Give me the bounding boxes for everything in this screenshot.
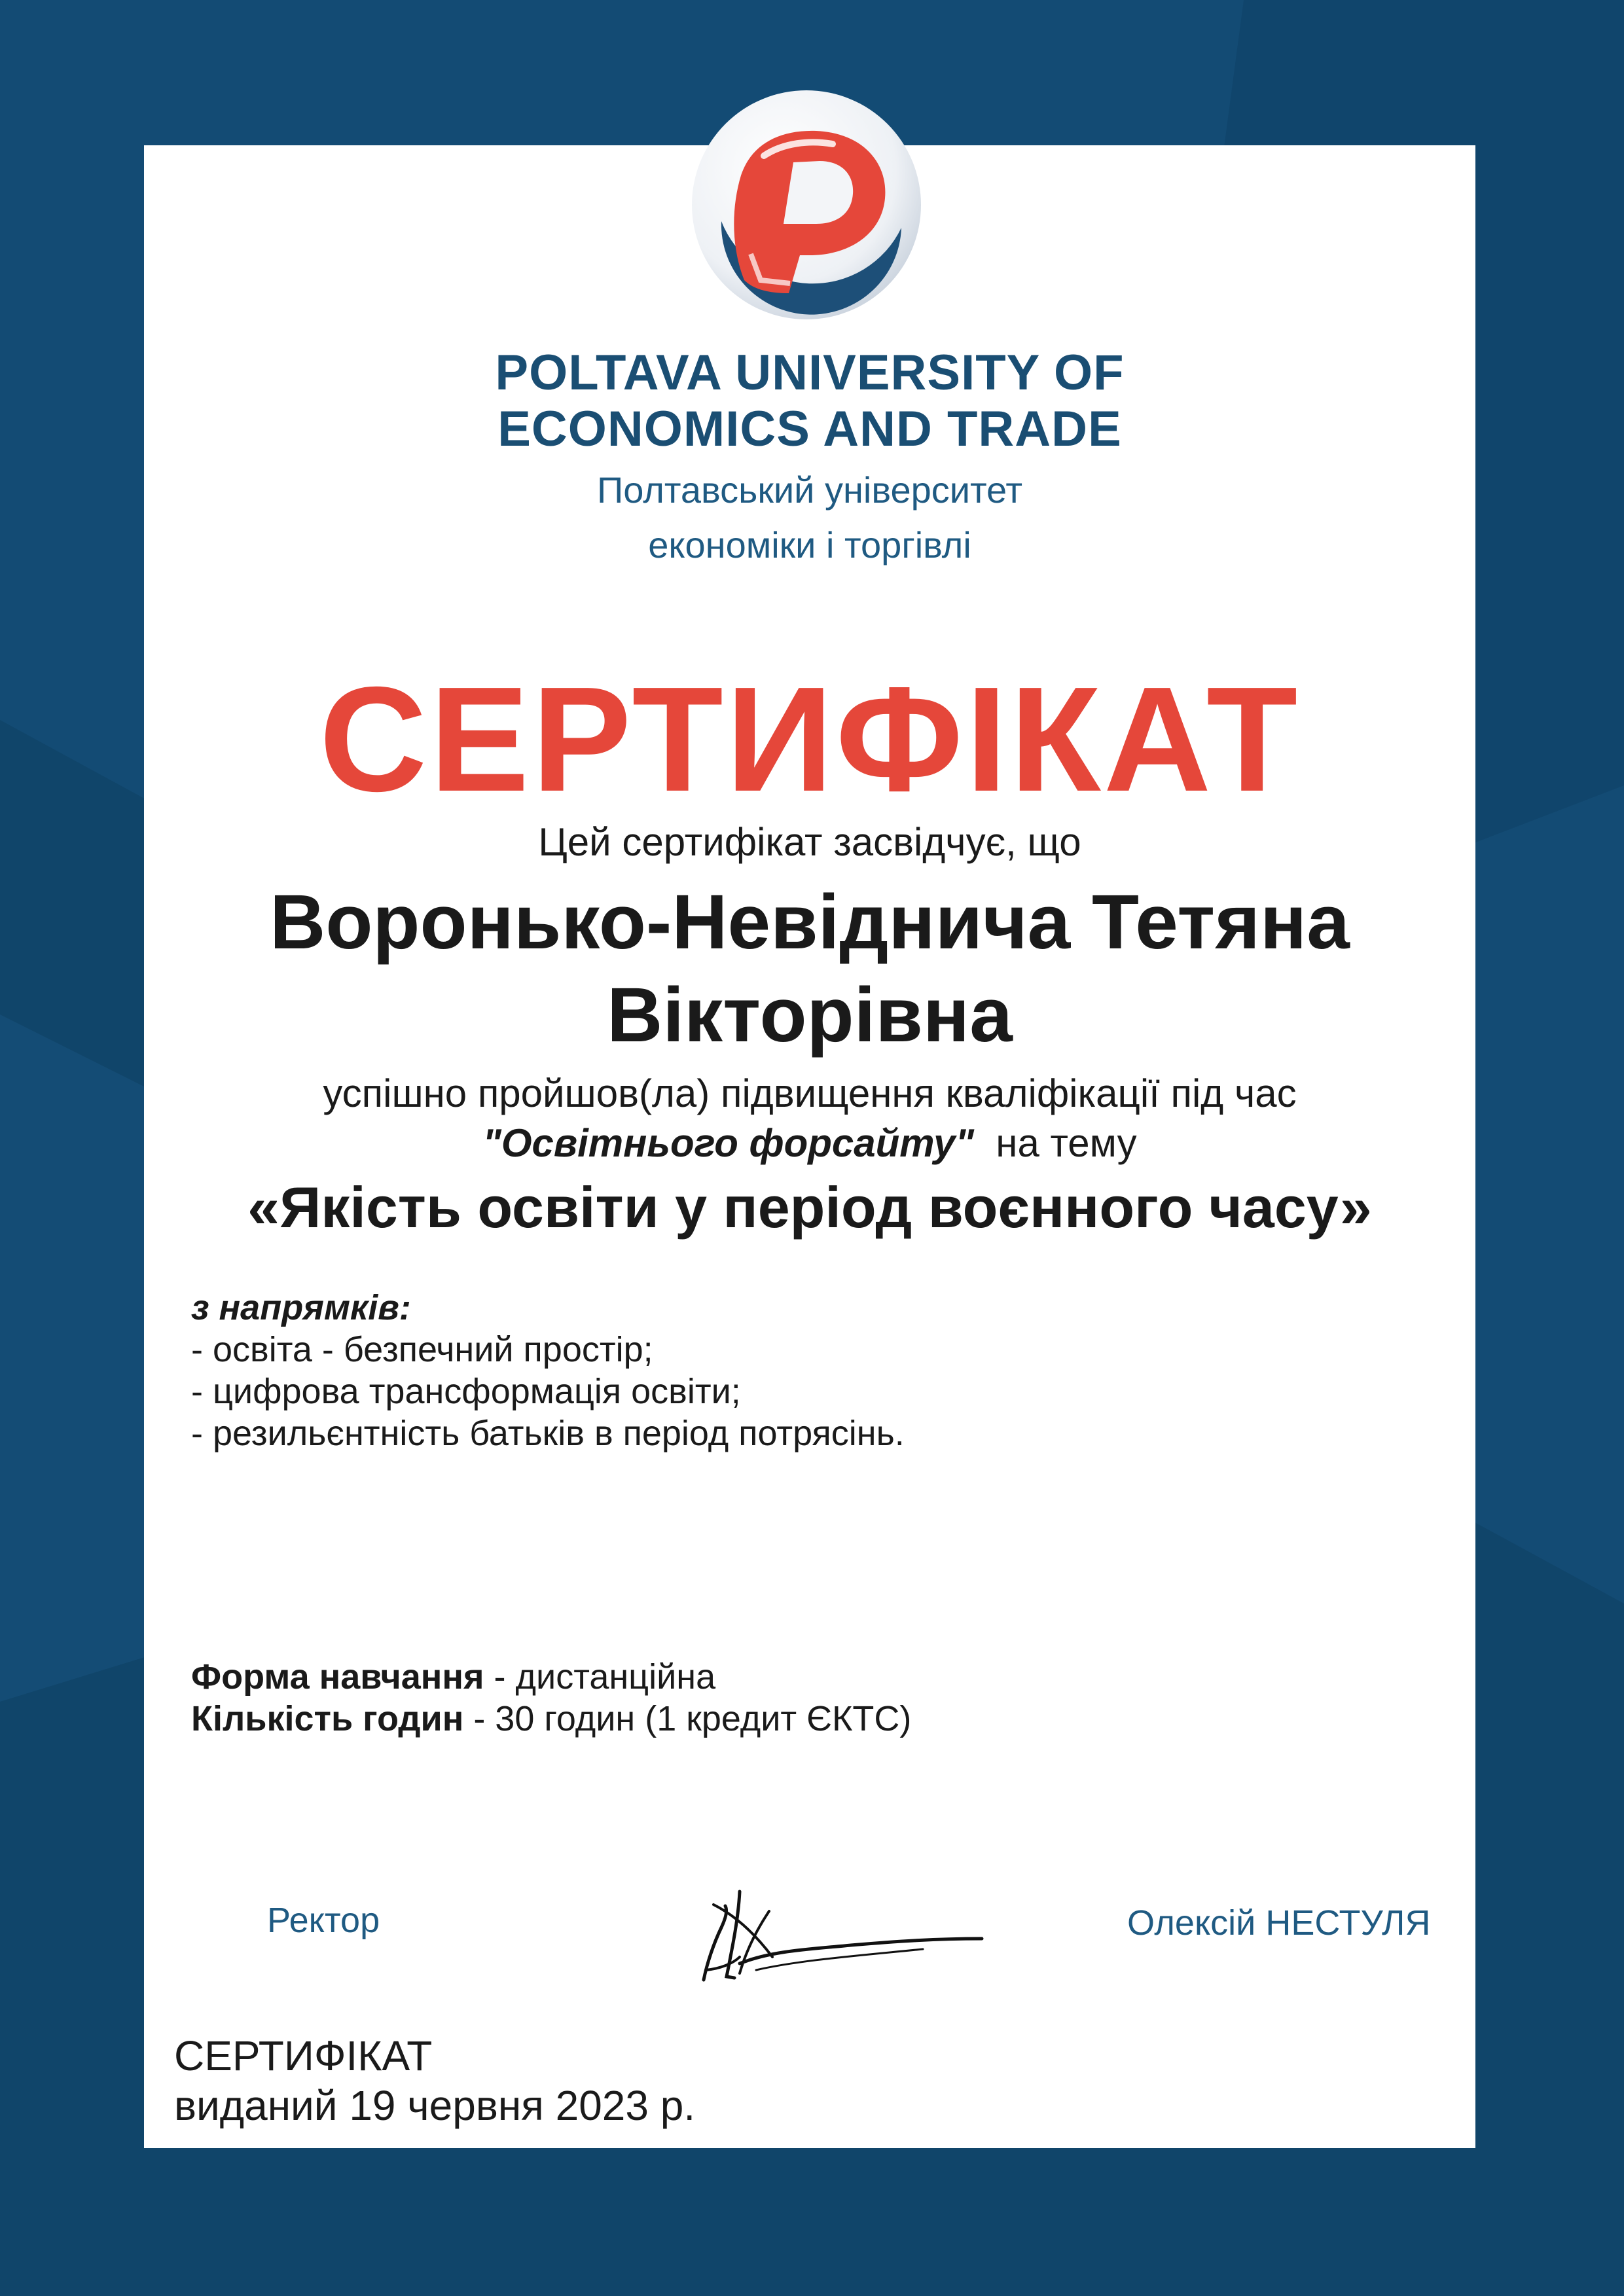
- hours-value: - 30 годин (1 кредит ЄКТС): [463, 1699, 912, 1738]
- study-form-label: Форма навчання: [191, 1657, 484, 1696]
- university-name-en-line1: POLTAVA UNIVERSITY OF: [495, 345, 1125, 401]
- study-form-line: [191, 1656, 715, 1698]
- hours-line: [191, 1698, 911, 1740]
- handwritten-signature: [641, 1865, 1008, 1990]
- hours-label: Кількість годин: [191, 1699, 464, 1738]
- study-form-value: - дистанційна: [484, 1657, 716, 1696]
- university-name-en-line2: ECONOMICS AND TRADE: [497, 401, 1122, 457]
- recipient-name-line1: Воронько-Невіднича Тетяна: [270, 879, 1350, 965]
- event-name: "Освітнього форсайту": [482, 1121, 974, 1165]
- direction-item: - цифрова трансформація освіти;: [191, 1372, 741, 1411]
- passed-text: успішно пройшов(ла) підвищення кваліфікації під час: [323, 1071, 1297, 1115]
- signatory-name: Олексій НЕСТУЛЯ: [1127, 1903, 1431, 1943]
- university-p-logo-icon: [685, 84, 928, 326]
- footer-certificate-label: СЕРТИФІКАТ: [174, 2032, 433, 2079]
- direction-item: - резильєнтність батьків в період потрясінь.: [191, 1414, 905, 1453]
- footer-issue-date: виданий 19 червня 2023 р.: [174, 2082, 696, 2129]
- university-name-ua-line1: Полтавський університет: [597, 469, 1022, 511]
- certifies-text: Цей сертифікат засвідчує, що: [538, 820, 1081, 864]
- signatory-position: Ректор: [267, 1901, 380, 1940]
- recipient-name-line2: Вікторівна: [607, 972, 1013, 1058]
- event-suffix: на тему: [973, 1121, 1137, 1165]
- university-name-ua-line2: економіки і торгівлі: [648, 524, 971, 565]
- direction-item: - освіта - безпечний простір;: [191, 1330, 653, 1369]
- topic-title: «Якість освіти у період воєнного часу»: [247, 1175, 1372, 1240]
- directions-title: з напрямків:: [191, 1288, 411, 1327]
- event-line: [144, 1121, 1475, 1166]
- certificate-title: СЕРТИФІКАТ: [319, 656, 1301, 823]
